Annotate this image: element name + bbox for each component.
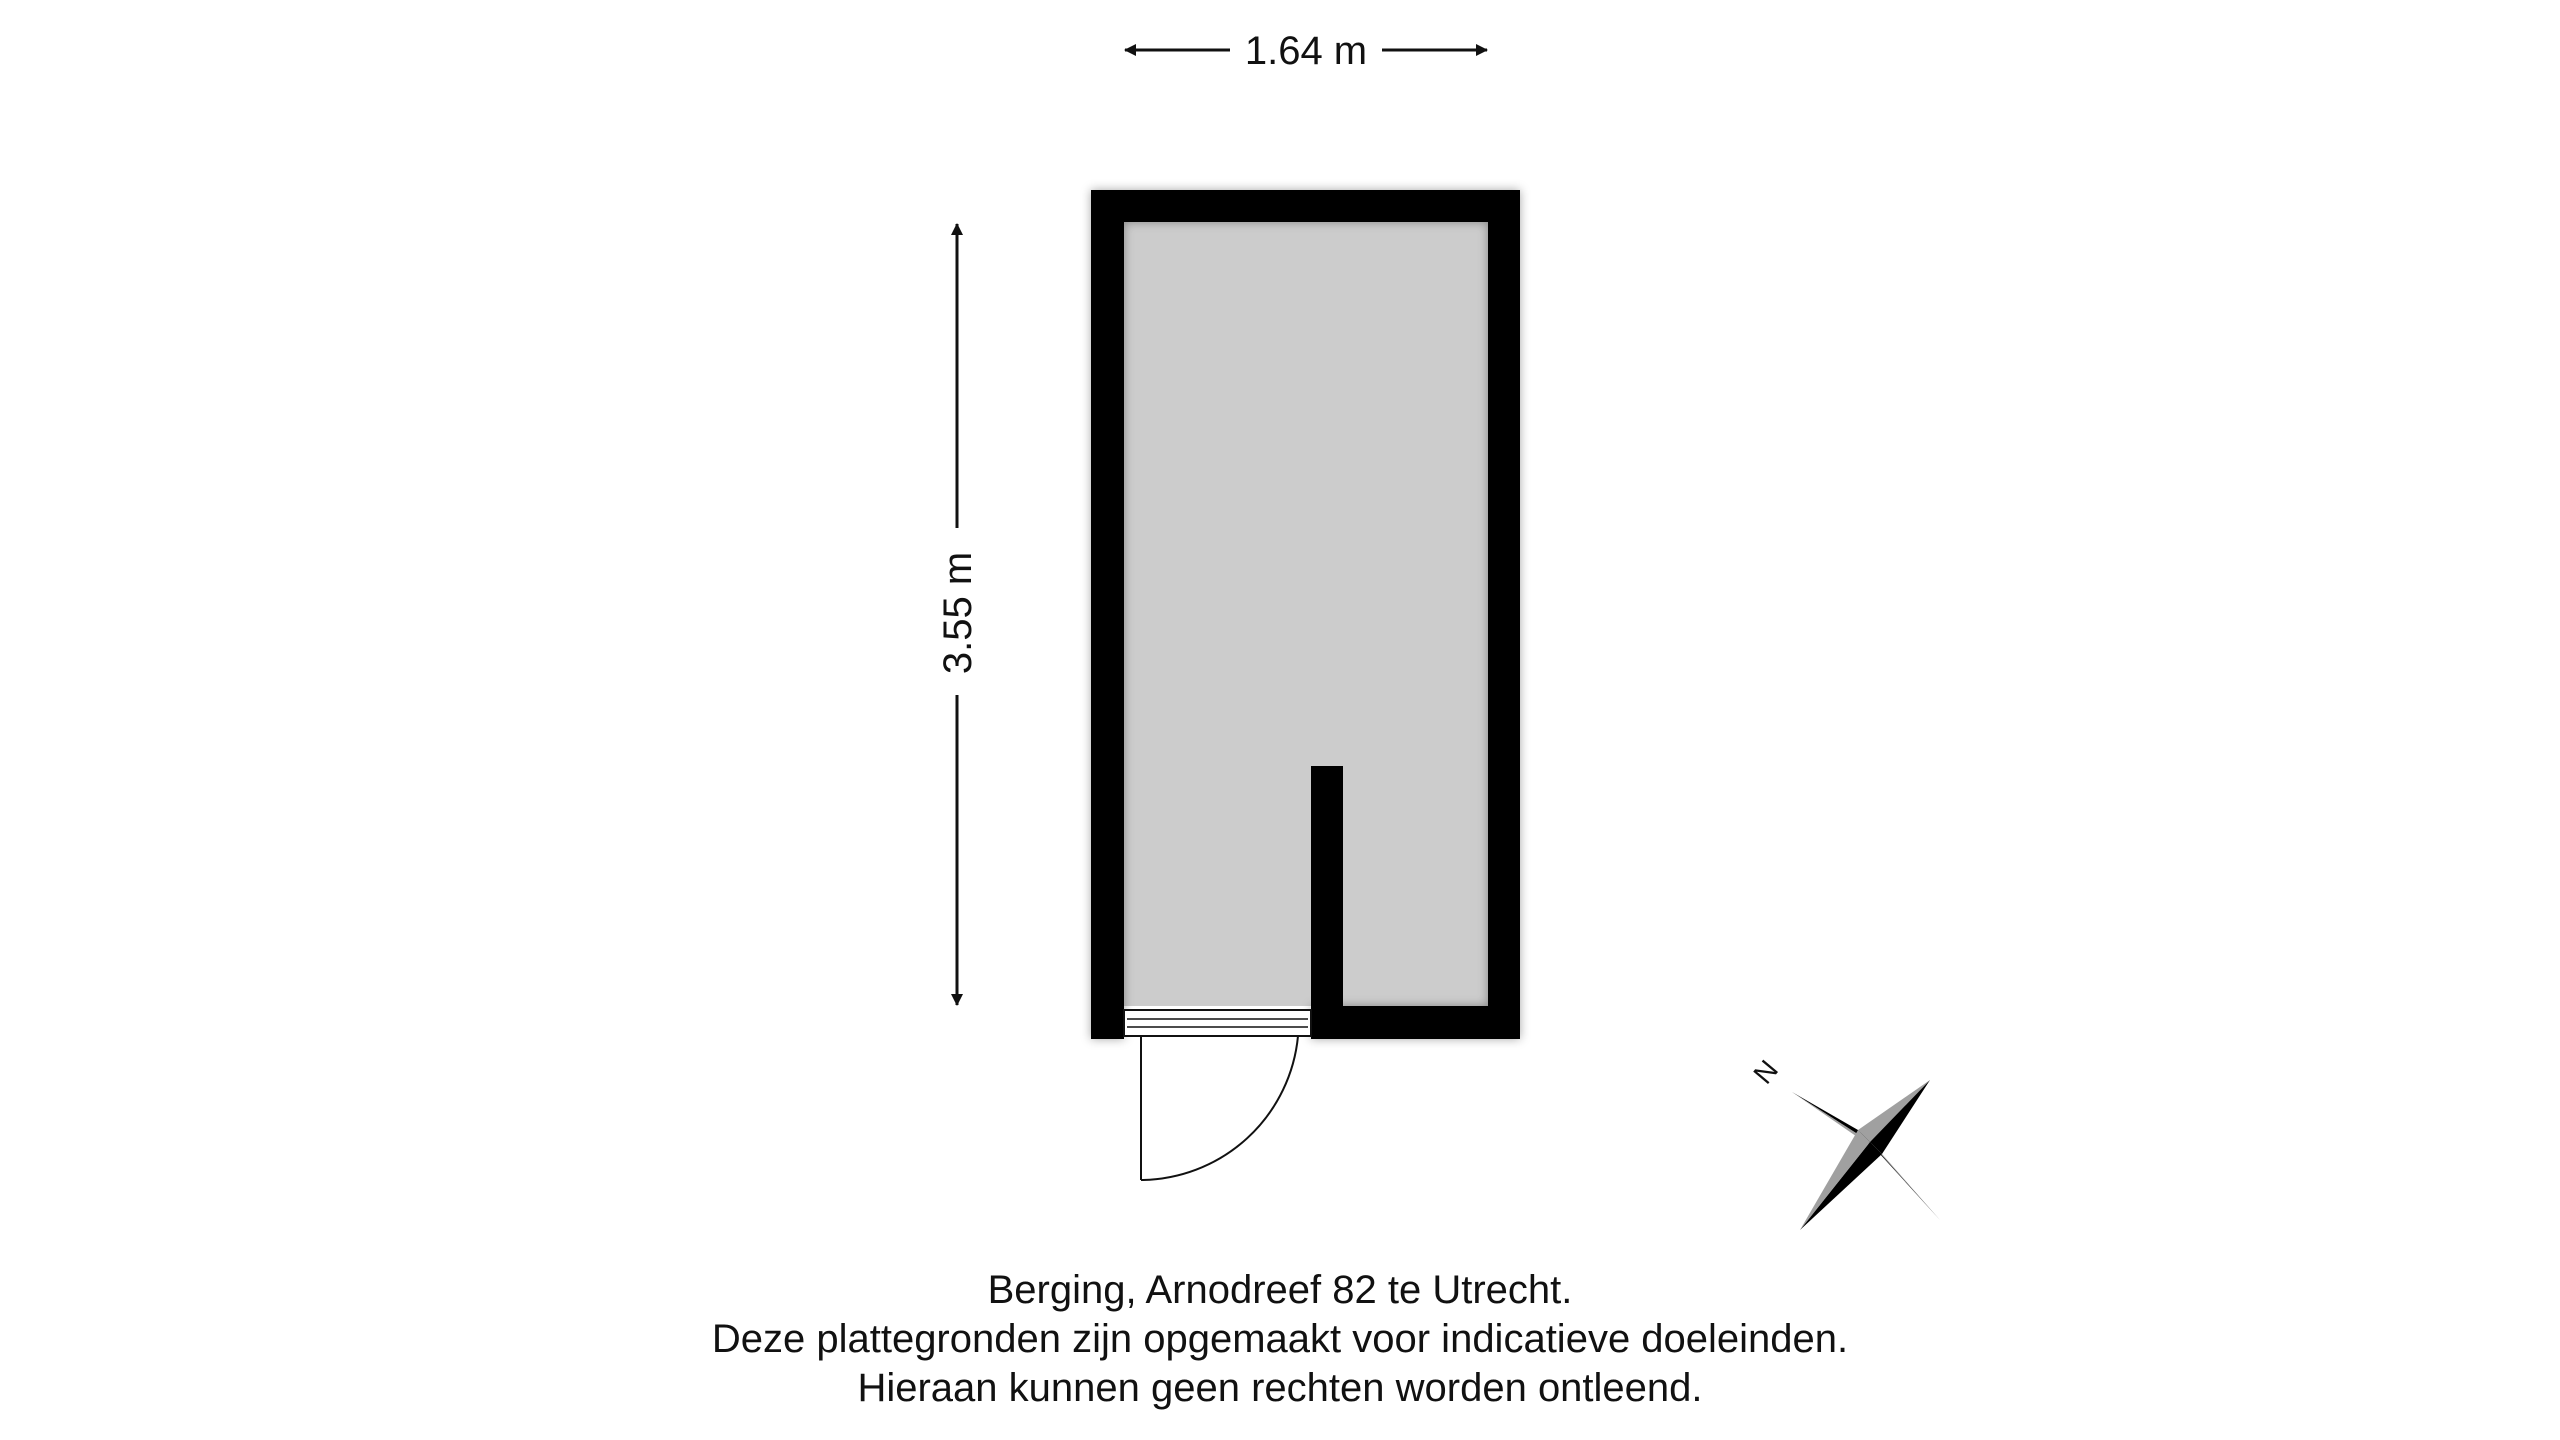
caption-line-2: Deze plattegronden zijn opgemaakt voor indicatieve doeleinden. [711, 1317, 1849, 1361]
door-threshold [1124, 1010, 1311, 1036]
door-swing-arc [1141, 1036, 1298, 1180]
width-label: 1.64 m [1244, 29, 1368, 73]
caption-line-1: Berging, Arnodreef 82 te Utrecht. [987, 1268, 1573, 1312]
partition-wall [1311, 766, 1343, 1022]
compass-rose [1747, 1054, 1940, 1230]
room-berging [1091, 190, 1520, 1039]
compass-north-label: N [1747, 1054, 1785, 1090]
caption [0, 1266, 2560, 1413]
height-dimension [936, 224, 980, 1005]
caption-line-3: Hieraan kunnen geen rechten worden ontleend. [857, 1366, 1703, 1410]
room-floor [1124, 222, 1488, 1006]
height-label: 3.55 m [936, 551, 980, 675]
width-dimension [1125, 29, 1487, 73]
door [1124, 1010, 1311, 1180]
